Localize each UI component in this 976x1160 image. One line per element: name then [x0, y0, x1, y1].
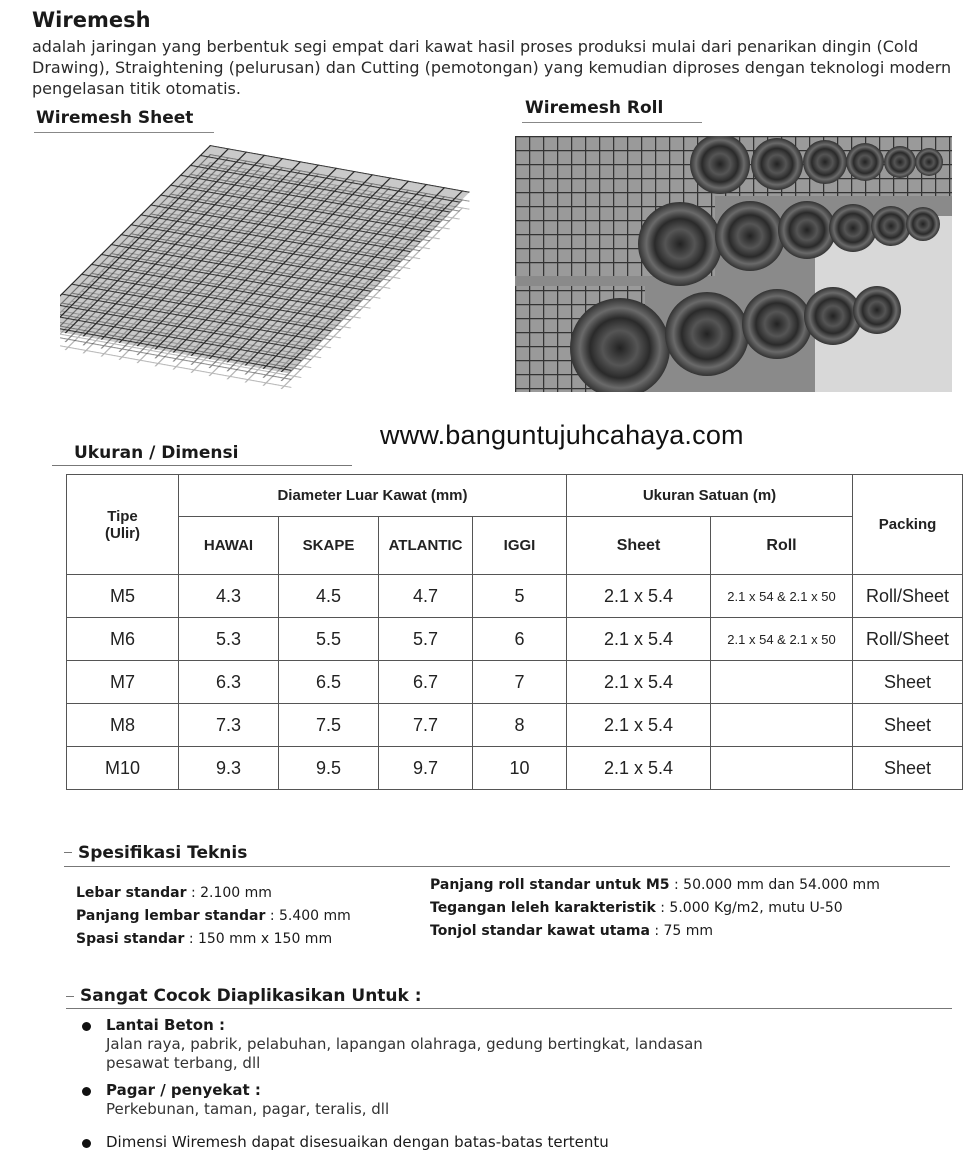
cell-skape: 6.5: [279, 661, 379, 704]
cell-tipe: M8: [67, 704, 179, 747]
subheader-roll: Roll: [711, 517, 853, 575]
spec-value: : 5.400 mm: [269, 908, 351, 924]
cell-hawai: 5.3: [179, 618, 279, 661]
list-item: [80, 1081, 940, 1119]
wiremesh-roll-label: Wiremesh Roll: [525, 98, 664, 118]
cell-tipe: M5: [67, 575, 179, 618]
cell-iggi: 8: [473, 704, 567, 747]
cell-sheet: 2.1 x 5.4: [567, 618, 711, 661]
website-url[interactable]: www.banguntujuhcahaya.com: [380, 420, 744, 450]
spesifikasi-heading-underline: [64, 866, 950, 867]
subheader-atlantic: ATLANTIC: [379, 517, 473, 575]
spec-item: [430, 920, 950, 943]
cell-hawai: 4.3: [179, 575, 279, 618]
wiremesh-roll-image: [515, 136, 952, 392]
roll-label-underline: [522, 122, 702, 123]
cell-packing: Roll/Sheet: [853, 575, 963, 618]
spec-item: [430, 897, 950, 920]
cell-atlantic: 7.7: [379, 704, 473, 747]
aplikasi-heading-tick: [66, 996, 74, 997]
col-tipe-header: Tipe (Ulir): [67, 475, 179, 575]
bullet-icon: [82, 1087, 91, 1096]
spec-label: Tegangan leleh karakteristik: [430, 900, 656, 916]
wiremesh-sheet-image: [60, 140, 480, 390]
cell-sheet: 2.1 x 5.4: [567, 661, 711, 704]
subheader-skape: SKAPE: [279, 517, 379, 575]
spec-value: : 5.000 Kg/m2, mutu U-50: [660, 900, 843, 916]
table-row: [67, 618, 963, 661]
cell-roll: [711, 661, 853, 704]
list-item-title: Lantai Beton :: [106, 1016, 225, 1034]
cell-skape: 5.5: [279, 618, 379, 661]
subheader-sheet: Sheet: [567, 517, 711, 575]
cell-iggi: 7: [473, 661, 567, 704]
table-row: [67, 704, 963, 747]
spec-item: [76, 928, 416, 951]
cell-roll: 2.1 x 54 & 2.1 x 50: [711, 618, 853, 661]
spec-value: : 50.000 mm dan 54.000 mm: [674, 877, 880, 893]
wiremesh-sheet-label: Wiremesh Sheet: [36, 108, 194, 128]
page-title: Wiremesh: [32, 8, 151, 32]
cell-tipe: M6: [67, 618, 179, 661]
cell-roll: 2.1 x 54 & 2.1 x 50: [711, 575, 853, 618]
spec-item: [76, 905, 416, 928]
spesifikasi-heading: Spesifikasi Teknis: [78, 843, 248, 863]
cell-atlantic: 6.7: [379, 661, 473, 704]
cell-roll: [711, 747, 853, 790]
cell-skape: 4.5: [279, 575, 379, 618]
cell-packing: Sheet: [853, 704, 963, 747]
spec-item: [76, 882, 416, 905]
list-item: [80, 1016, 940, 1073]
dimensions-heading: Ukuran / Dimensi: [74, 443, 239, 463]
list-item-title: Pagar / penyekat :: [106, 1081, 261, 1099]
spec-item: [430, 874, 950, 897]
cell-sheet: 2.1 x 5.4: [567, 747, 711, 790]
cell-iggi: 5: [473, 575, 567, 618]
spec-label: Tonjol standar kawat utama: [430, 923, 650, 939]
spesifikasi-right-column: [430, 874, 950, 943]
table-row: [67, 661, 963, 704]
cell-packing: Sheet: [853, 661, 963, 704]
spesifikasi-left-column: [76, 882, 416, 951]
dimensions-heading-underline: [52, 465, 352, 466]
intro-paragraph: adalah jaringan yang berbentuk segi empat dari kawat hasil proses produksi mulai dari penarikan dingin (Cold Drawing), Straightening (pelurusan) dan Cutting (pemotongan) yang kemudian diproses dengan teknologi modern pengelasan titik otomatis.: [32, 37, 952, 98]
subheader-iggi: IGGI: [473, 517, 567, 575]
cell-skape: 7.5: [279, 704, 379, 747]
list-item: [80, 1133, 940, 1152]
sheet-label-underline: [34, 132, 214, 133]
table-row: [67, 575, 963, 618]
aplikasi-list: [80, 1016, 940, 1160]
cell-tipe: M10: [67, 747, 179, 790]
dimensions-table: [66, 474, 963, 790]
col-packing-header: Packing: [853, 475, 963, 575]
cell-packing: Sheet: [853, 747, 963, 790]
aplikasi-heading: Sangat Cocok Diaplikasikan Untuk :: [80, 986, 422, 1006]
spesifikasi-heading-tick: [64, 852, 72, 853]
cell-atlantic: 9.7: [379, 747, 473, 790]
aplikasi-heading-underline: [66, 1008, 952, 1009]
cell-sheet: 2.1 x 5.4: [567, 704, 711, 747]
cell-packing: Roll/Sheet: [853, 618, 963, 661]
table-row: [67, 747, 963, 790]
spec-value: : 75 mm: [654, 923, 714, 939]
list-item-description: Perkebunan, taman, pagar, teralis, dll: [106, 1100, 390, 1118]
col-ukuran-header: Ukuran Satuan (m): [567, 475, 853, 517]
cell-atlantic: 5.7: [379, 618, 473, 661]
cell-hawai: 7.3: [179, 704, 279, 747]
cell-hawai: 9.3: [179, 747, 279, 790]
cell-skape: 9.5: [279, 747, 379, 790]
spec-label: Panjang lembar standar: [76, 908, 266, 924]
cell-roll: [711, 704, 853, 747]
cell-sheet: 2.1 x 5.4: [567, 575, 711, 618]
cell-tipe: M7: [67, 661, 179, 704]
list-item-description: Jalan raya, pabrik, pelabuhan, lapangan olahraga, gedung bertingkat, landasan pesawat terbang, dll: [106, 1035, 703, 1072]
cell-iggi: 10: [473, 747, 567, 790]
spec-label: Lebar standar: [76, 885, 187, 901]
cell-iggi: 6: [473, 618, 567, 661]
list-item-description: Dimensi Wiremesh dapat disesuaikan dengan batas-batas tertentu: [106, 1133, 609, 1151]
spec-label: Panjang roll standar untuk M5: [430, 877, 670, 893]
bullet-icon: [82, 1139, 91, 1148]
cell-atlantic: 4.7: [379, 575, 473, 618]
col-diameter-header: Diameter Luar Kawat (mm): [179, 475, 567, 517]
spec-label: Spasi standar: [76, 931, 185, 947]
cell-hawai: 6.3: [179, 661, 279, 704]
bullet-icon: [82, 1022, 91, 1031]
spec-value: : 150 mm x 150 mm: [188, 931, 333, 947]
spec-value: : 2.100 mm: [190, 885, 272, 901]
subheader-hawai: HAWAI: [179, 517, 279, 575]
